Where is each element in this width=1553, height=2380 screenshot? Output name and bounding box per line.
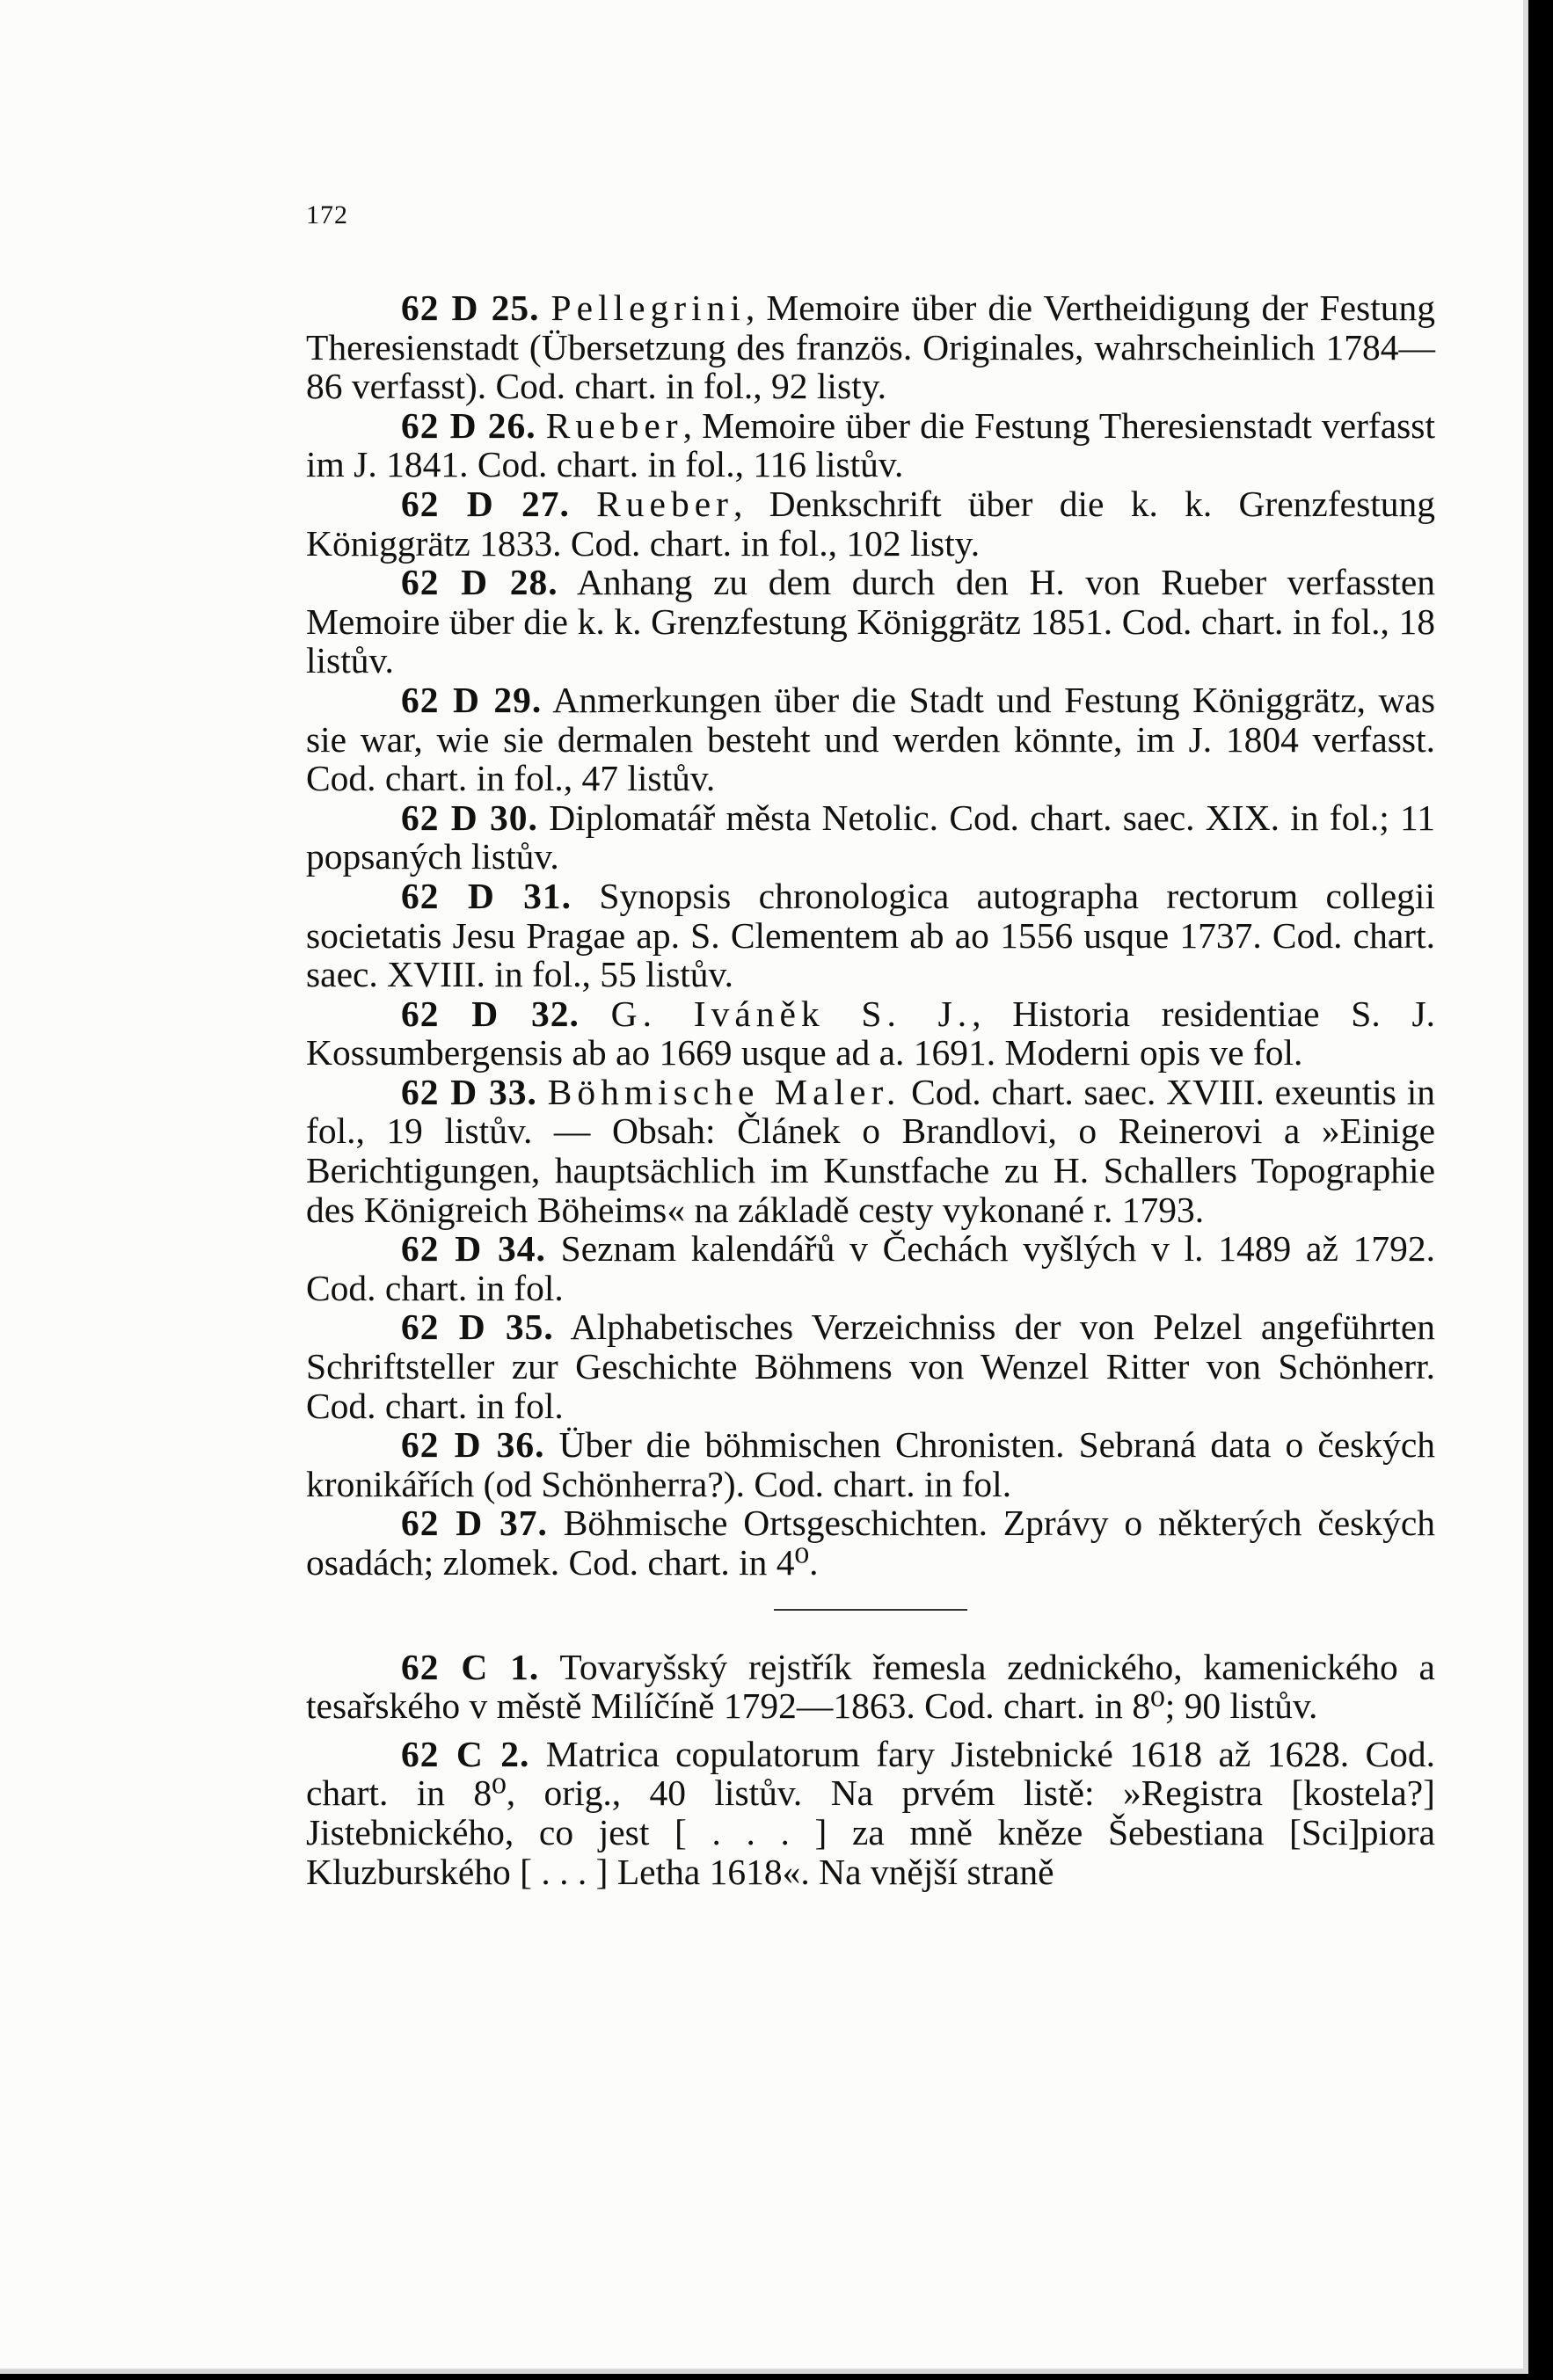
catalogue-entry <box>306 1229 1435 1307</box>
entry-description: Cod. chart. saec. XVIII. exeuntis in fol., 19 listův. — Obsah: Článek o Brandlovi, o Reinerovi a »Einige Berichtigungen, hauptsächlich im Kunstfache zu H. Schallers Topographie des Königreich Böheims« na základě cesty vykonané r. 1793. <box>306 1071 1435 1230</box>
entry-signature: 62 D 28. <box>401 562 558 603</box>
entry-signature: 62 C 1. <box>401 1646 540 1687</box>
catalogue-entry <box>306 1648 1435 1726</box>
entry-signature: 62 D 27. <box>401 483 570 524</box>
catalogue-entry <box>306 563 1435 681</box>
entry-description: Matrica copulatorum fary Jistebnické 1618 až 1628. Cod. chart. in 8⁰, orig., 40 listův. Na prvém listě: »Registra [kostela?] Jistebnického, co jest [ . . . ] za mně kněze Šebestiana [Sci]piora Kluzburského [ . . . ] Letha 1618«. Na vnější straně <box>306 1733 1435 1892</box>
entry-signature: 62 D 29. <box>401 679 543 720</box>
entry-signature: 62 D 32. <box>401 993 580 1034</box>
catalogue-entry <box>306 1425 1435 1503</box>
entry-author: Rueber <box>545 404 683 446</box>
catalogue-entry <box>306 406 1435 484</box>
entry-description: , Memoire über die Festung Theresienstadt verfasst im J. 1841. Cod. chart. in fol., 116 listův. <box>306 404 1435 485</box>
entry-description: Synopsis chronologica autographa rectorum collegii societatis Jesu Pragae ap. S. Clementem ab ao 1556 usque 1737. Cod. chart. saec. XVIII. in fol., 55 listův. <box>306 875 1435 995</box>
catalogue-entry <box>306 877 1435 994</box>
catalogue-entry <box>306 798 1435 877</box>
entry-description: Anmerkungen über die Stadt und Festung Königgrätz, was sie war, wie sie dermalen besteht und werden könnte, im J. 1804 verfasst. Cod. chart. in fol., 47 listův. <box>306 679 1435 799</box>
entry-signature: 62 D 30. <box>401 797 538 838</box>
entry-author: Böhmische Maler. <box>547 1071 901 1112</box>
entry-signature: 62 D 37. <box>401 1503 548 1544</box>
entry-signature: 62 D 34. <box>401 1228 546 1270</box>
entry-signature: 62 C 2. <box>401 1733 530 1774</box>
entry-description: Anhang zu dem durch den H. von Rueber verfassten Memoire über die k. k. Grenzfestung Königgrätz 1851. Cod. chart. in fol., 18 listův. <box>306 562 1435 681</box>
entries-section-c <box>306 1648 1435 1892</box>
catalogue-entry <box>306 681 1435 798</box>
entry-signature: 62 D 26. <box>401 404 536 446</box>
entry-signature: 62 D 31. <box>401 875 572 916</box>
entry-author: Pellegrini <box>550 287 746 328</box>
entry-signature: 62 D 25. <box>401 287 540 328</box>
entry-signature: 62 D 33. <box>401 1071 537 1112</box>
entry-description: , Denkschrift über die k. k. Grenzfestung Königgrätz 1833. Cod. chart. in fol., 102 listy. <box>306 483 1436 564</box>
catalogue-entry <box>306 1073 1435 1229</box>
page-number: 172 <box>306 200 348 229</box>
catalogue-entry <box>306 1503 1435 1582</box>
entry-description: Tovaryšský rejstřík řemesla zednického, kamenického a tesařského v městě Milíčíně 1792—1863. Cod. chart. in 8⁰; 90 listův. <box>306 1646 1435 1727</box>
entry-description: , Historia residentiae S. J. Kossumbergensis ab ao 1669 usque ad a. 1691. Moderni opis ve fol. <box>306 993 1435 1074</box>
catalogue-entry <box>306 484 1435 563</box>
section-divider <box>774 1609 967 1611</box>
catalogue-entry <box>306 1735 1435 1891</box>
entry-signature: 62 D 35. <box>401 1306 554 1348</box>
entry-description: Böhmische Ortsgeschichten. Zprávy o některých českých osadách; zlomek. Cod. chart. in 4⁰. <box>306 1503 1436 1583</box>
entry-description: , Memoire über die Vertheidigung der Festung Theresienstadt (Übersetzung des französ. Originales, wahrscheinlich 1784—86 verfasst). Cod. chart. in fol., 92 listy. <box>306 287 1435 407</box>
entry-signature: 62 D 36. <box>401 1424 545 1466</box>
catalogue-entry <box>306 288 1435 406</box>
entry-author: Rueber <box>596 483 733 524</box>
entries-section-d <box>306 288 1435 1583</box>
entry-description: Diplomatář města Netolic. Cod. chart. saec. XIX. in fol.; 11 popsaných listův. <box>306 797 1436 877</box>
catalogue-text <box>306 288 1435 1891</box>
catalogue-entry <box>306 994 1435 1073</box>
entry-description: Seznam kalendářů v Čechách vyšlých v l. 1489 až 1792. Cod. chart. in fol. <box>306 1228 1435 1308</box>
entry-description: Über die böhmischen Chronisten. Sebraná data o českých kronikářích (od Schönherra?). Cod. chart. in fol. <box>306 1424 1435 1504</box>
entry-author: G. Iváněk S. J. <box>610 993 973 1034</box>
catalogue-entry <box>306 1307 1435 1425</box>
entry-description: Alphabetisches Verzeichniss der von Pelzel angeführten Schriftsteller zur Geschichte Böhmens von Wenzel Ritter von Schönherr. Cod. chart. in fol. <box>306 1306 1435 1426</box>
